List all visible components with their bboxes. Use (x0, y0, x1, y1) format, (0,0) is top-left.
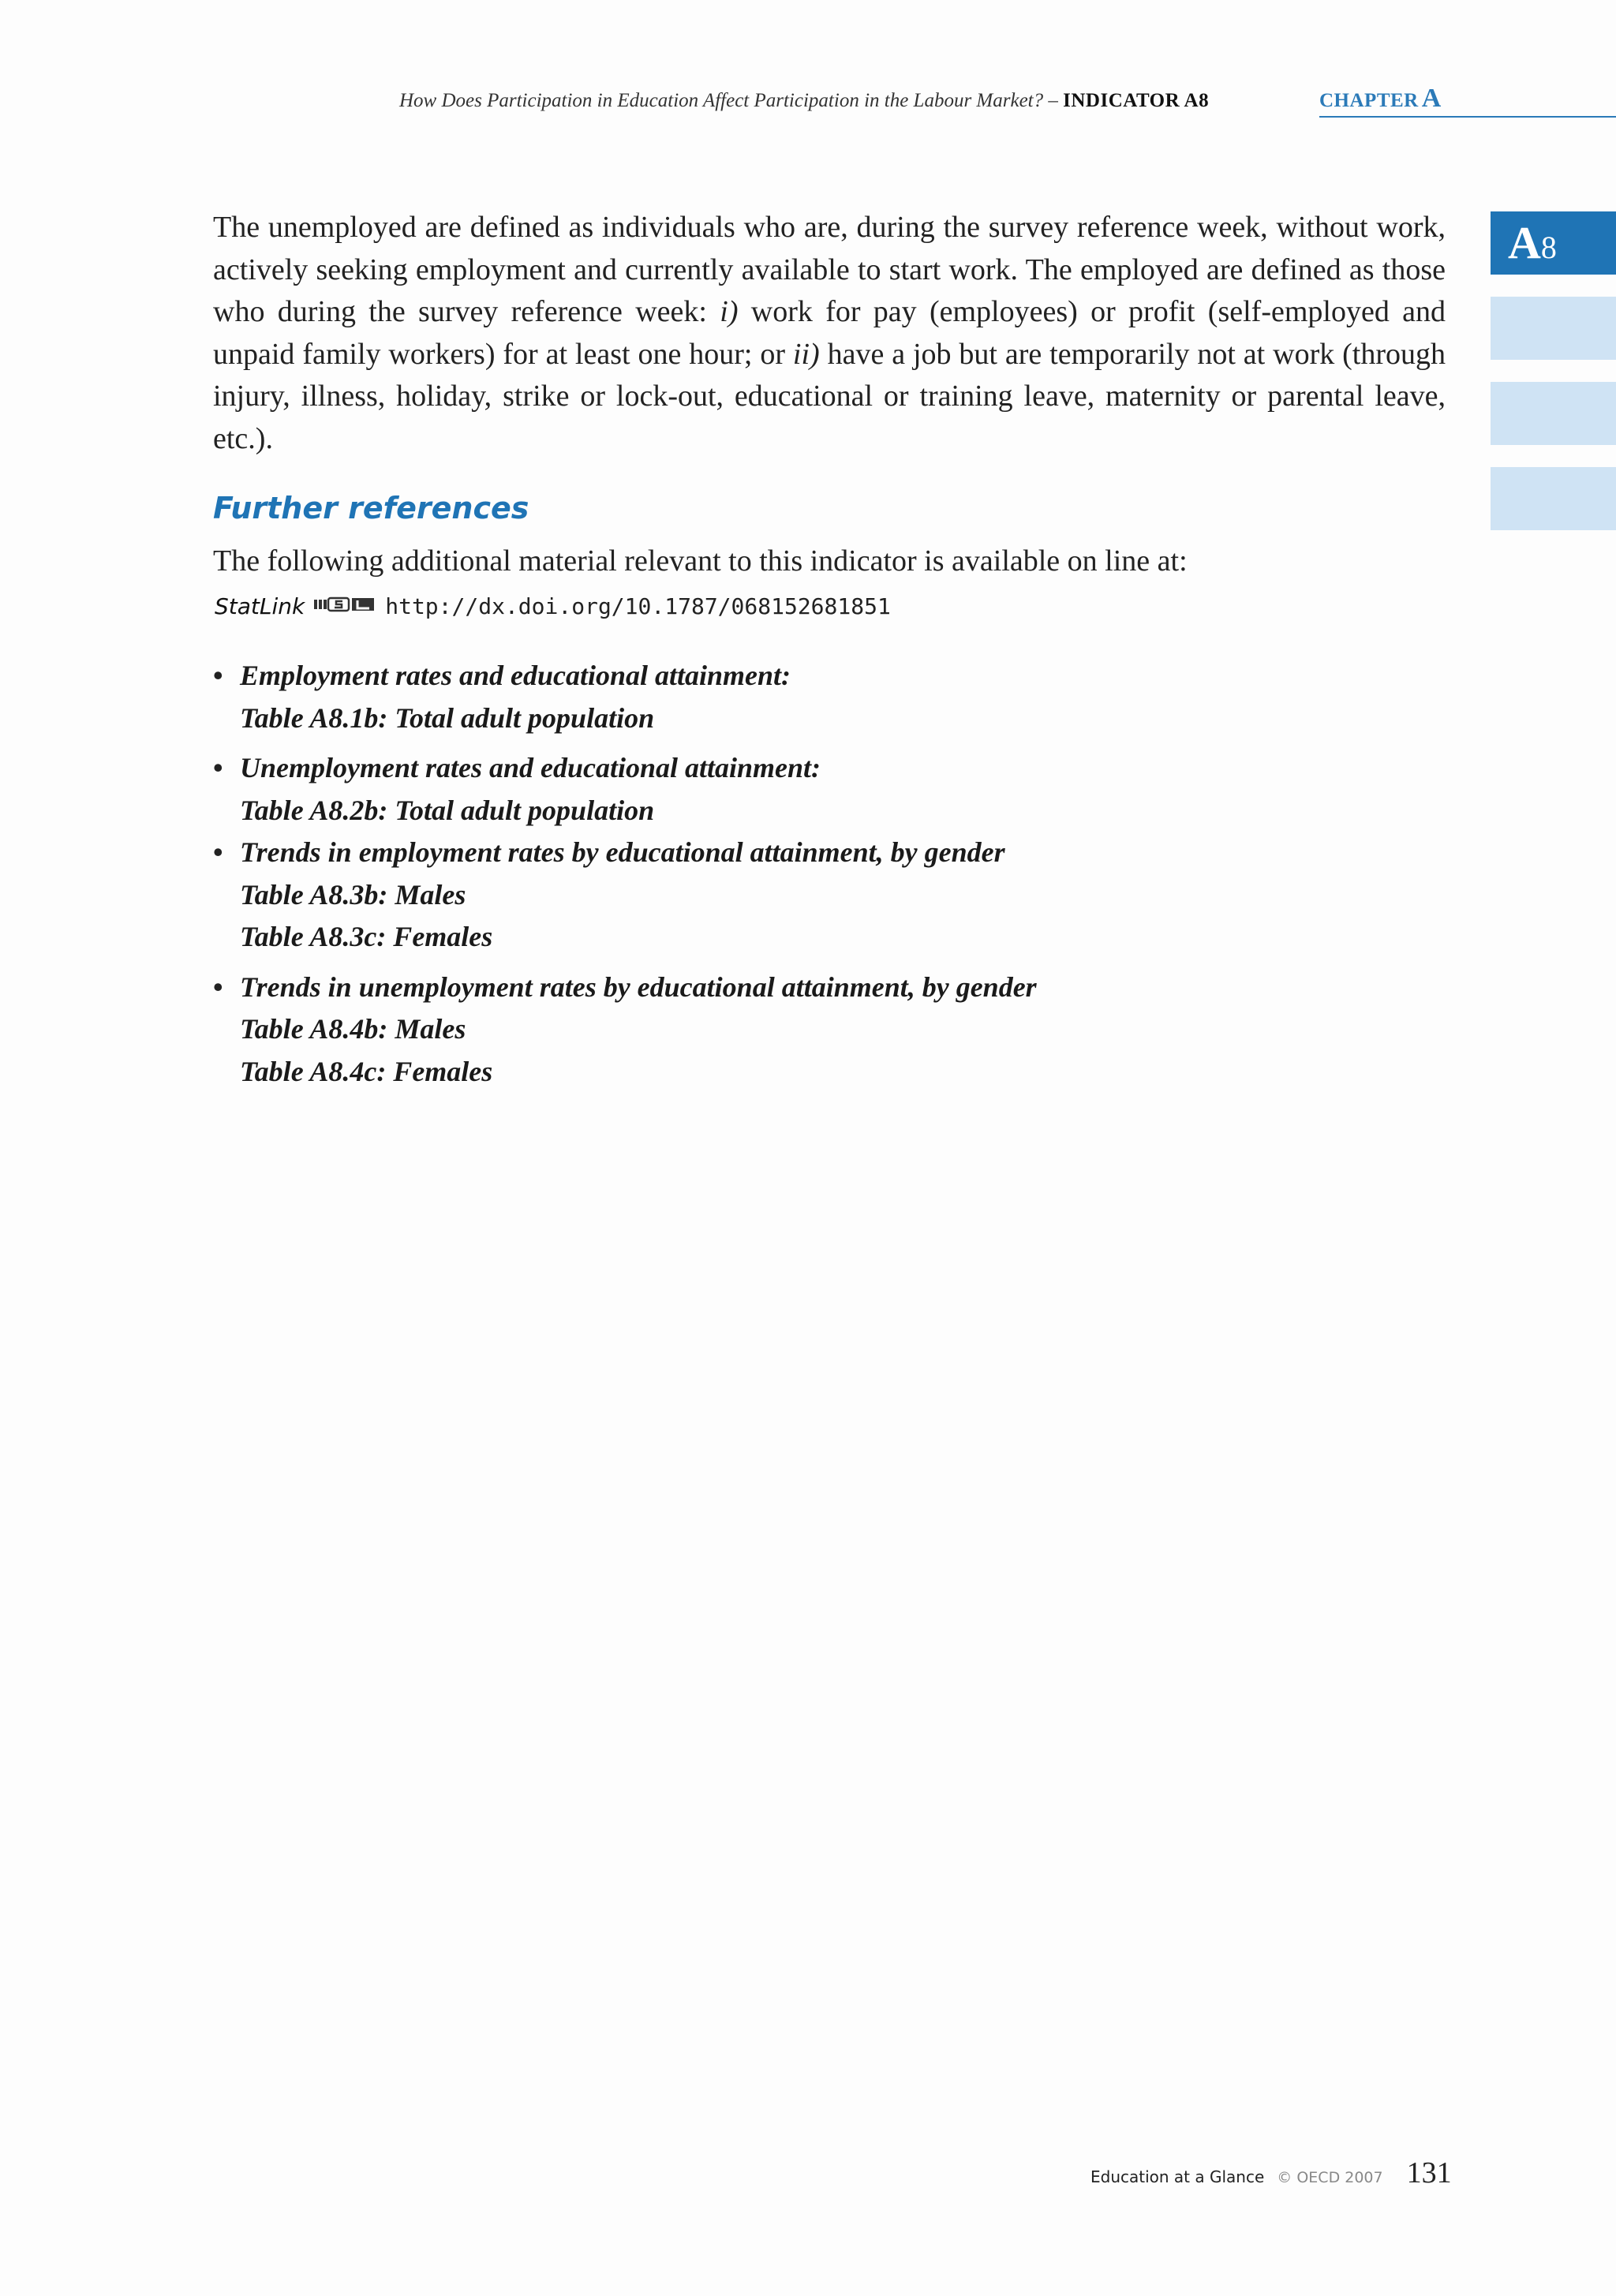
side-tab-blank (1491, 382, 1616, 445)
reference-item (213, 747, 1037, 832)
statlink[interactable] (215, 593, 891, 619)
chapter-word: CHAPTER (1319, 90, 1419, 111)
bullet: • (213, 752, 223, 783)
further-references-heading: Further references (213, 491, 529, 525)
reference-title: Unemployment rates and educational attainment: (240, 752, 821, 783)
reference-table: Table A8.2b: Total adult population (240, 794, 655, 826)
reference-title: Trends in employment rates by educational attainment, by gender (240, 836, 1005, 868)
statlink-logo-icon (314, 596, 376, 617)
header-question: How Does Participation in Education Affect Participation in the Labour Market? – (399, 90, 1058, 111)
chapter-label (1319, 84, 1616, 118)
reference-item (213, 655, 1037, 739)
statlink-label: StatLink (215, 593, 305, 619)
footer-publication: Education at a Glance (1090, 2167, 1265, 2186)
side-tab-label: A8 (1508, 217, 1557, 268)
reference-title: Employment rates and educational attainment: (240, 660, 791, 691)
page-number: 131 (1406, 2156, 1452, 2189)
page-footer (1090, 2156, 1452, 2190)
further-references-intro: The following additional material relevant to this indicator is available on line at: (213, 544, 1188, 578)
side-tab-blank (1491, 467, 1616, 530)
reference-item (213, 832, 1037, 959)
reference-title: Trends in unemployment rates by educational attainment, by gender (240, 970, 1037, 1003)
bullet: • (213, 970, 223, 1003)
footer-copyright: © OECD 2007 (1277, 2169, 1383, 2186)
running-header (399, 90, 1209, 112)
side-tab-blank (1491, 297, 1616, 360)
reference-table: Table A8.4b: Males (240, 1013, 466, 1045)
reference-table: Table A8.4c: Females (240, 1055, 493, 1087)
reference-item (213, 967, 1037, 1094)
chapter-letter: A (1421, 84, 1442, 113)
definition-paragraph: The unemployed are defined as individuals who are, during the survey reference week, without work, actively seeking employment and currently available to start work. The employed are defined as those who during the survey reference week: i) work for pay (employees) or profit (self-employed and unpaid family workers) for at least one hour; or ii) have a job but are temporarily not at work (through injury, illness, holiday, strike or lock-out, educational or training leave, maternity or parental leave, etc.). (213, 211, 1446, 455)
side-tab-a8 (1491, 211, 1616, 275)
bullet: • (213, 660, 223, 691)
statlink-url[interactable]: http://dx.doi.org/10.1787/068152681851 (385, 593, 891, 619)
reference-table: Table A8.3b: Males (240, 878, 466, 911)
reference-table: Table A8.1b: Total adult population (240, 701, 655, 734)
header-indicator: INDICATOR A8 (1063, 90, 1210, 111)
reference-table: Table A8.3c: Females (240, 921, 493, 952)
bullet: • (213, 836, 223, 868)
references-list (213, 655, 1037, 1093)
